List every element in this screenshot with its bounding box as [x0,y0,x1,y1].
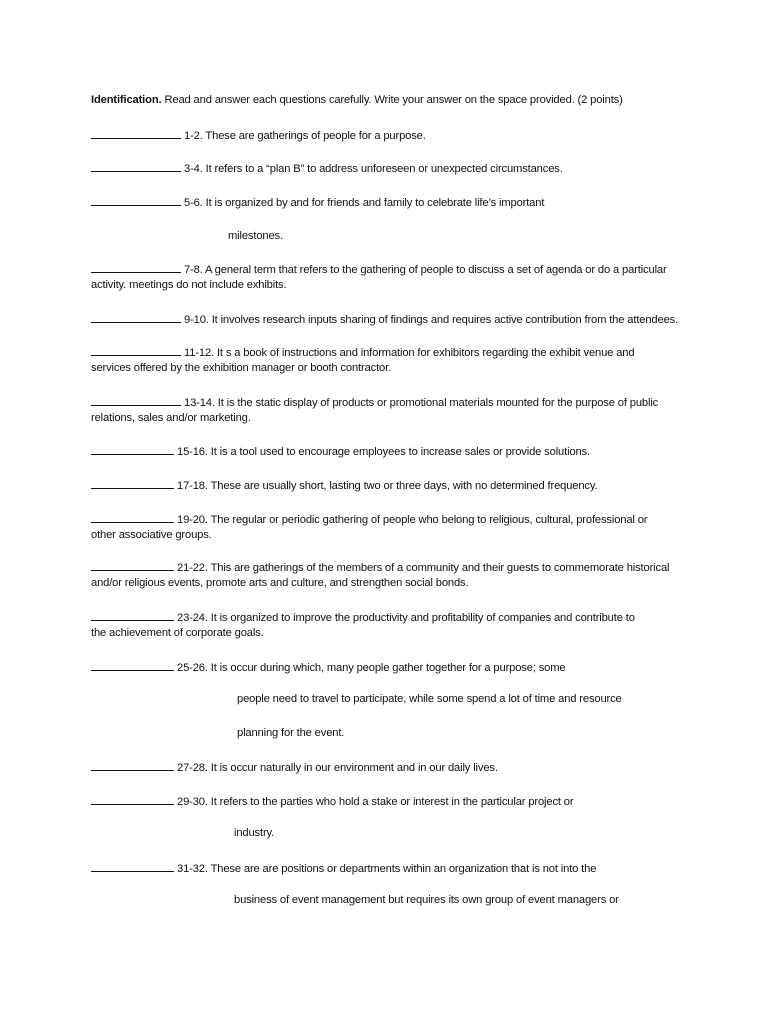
question-text: 25-26. It is occur during which, many people gather together for a purpose; some [177,662,566,674]
question-15-16 [91,443,671,460]
question-25-26-continuation-2: planning for the event. [237,727,345,739]
question-9-10 [91,311,691,328]
answer-blank[interactable] [91,311,181,323]
instructions-heading: Identification. [91,94,162,106]
question-5-6-continuation: milestones. [228,230,283,242]
question-text: 5-6. It is organized by and for friends and family to celebrate life’s important [184,197,545,209]
answer-blank[interactable] [91,511,174,523]
question-27-28 [91,759,671,776]
question-29-30-continuation: industry. [234,827,275,839]
question-text: 17-18. These are usually short, lasting two or three days, with no determined frequency. [177,480,598,492]
answer-blank[interactable] [91,160,181,172]
question-3-4 [91,160,671,177]
answer-blank[interactable] [91,127,181,139]
answer-blank[interactable] [91,559,174,571]
answer-blank[interactable] [91,659,174,671]
question-11-12 [91,344,671,376]
question-29-30 [91,793,671,810]
answer-blank[interactable] [91,443,174,455]
question-5-6 [91,194,671,211]
question-19-20 [91,511,671,543]
answer-blank[interactable] [91,261,181,273]
question-text: 23-24. It is organized to improve the productivity and profitability of companies and contribute to the achievement of corporate goals. [91,612,635,639]
question-7-8 [91,261,671,293]
question-text: 27-28. It is occur naturally in our environment and in our daily lives. [177,762,498,774]
question-text: 13-14. It is the static display of products or promotional materials mounted for the purpose of public relations, sales and/or marketing. [91,397,659,424]
question-text: 19-20. The regular or periodic gathering of people who belong to religious, cultural, professional or other associative groups. [91,514,648,541]
question-31-32 [91,860,671,877]
question-25-26 [91,659,671,676]
answer-blank[interactable] [91,793,174,805]
answer-blank[interactable] [91,344,181,356]
answer-blank[interactable] [91,477,174,489]
answer-blank[interactable] [91,194,181,206]
question-text: 15-16. It is a tool used to encourage employees to increase sales or provide solutions. [177,446,590,458]
question-text: 3-4. It refers to a “plan B” to address unforeseen or unexpected circumstances. [184,163,563,175]
question-text: 21-22. This are gatherings of the members of a community and their guests to commemorate historical and/or religious events, promote arts and culture, and strengthen social bonds. [91,562,670,589]
answer-blank[interactable] [91,394,181,406]
question-text: 29-30. It refers to the parties who hold a stake or interest in the particular project or [177,796,574,808]
question-21-22 [91,559,671,591]
instructions [91,93,691,108]
question-13-14 [91,394,663,426]
answer-blank[interactable] [91,609,174,621]
instructions-text: Read and answer each questions carefully. Write your answer on the space provided. (2 points) [161,94,623,106]
question-text: 1-2. These are gatherings of people for a purpose. [184,130,426,142]
answer-blank[interactable] [91,759,174,771]
question-text: 11-12. It s a book of instructions and information for exhibitors regarding the exhibit venue and services offered by the exhibition manager or booth contractor. [91,347,635,374]
question-31-32-continuation: business of event management but requires its own group of event managers or [234,894,619,906]
question-25-26-continuation: people need to travel to participate, while some spend a lot of time and resource [237,693,622,705]
question-text: 31-32. These are are positions or departments within an organization that is not into the [177,863,597,875]
question-17-18 [91,477,671,494]
question-text: 9-10. It involves research inputs sharing of findings and requires active contribution from the attendees. [184,314,679,326]
question-23-24 [91,609,651,641]
question-1-2 [91,127,671,144]
answer-blank[interactable] [91,860,174,872]
question-text: 7-8. A general term that refers to the gathering of people to discuss a set of agenda or do a particular activity. meetings do not include exhibits. [91,264,667,291]
